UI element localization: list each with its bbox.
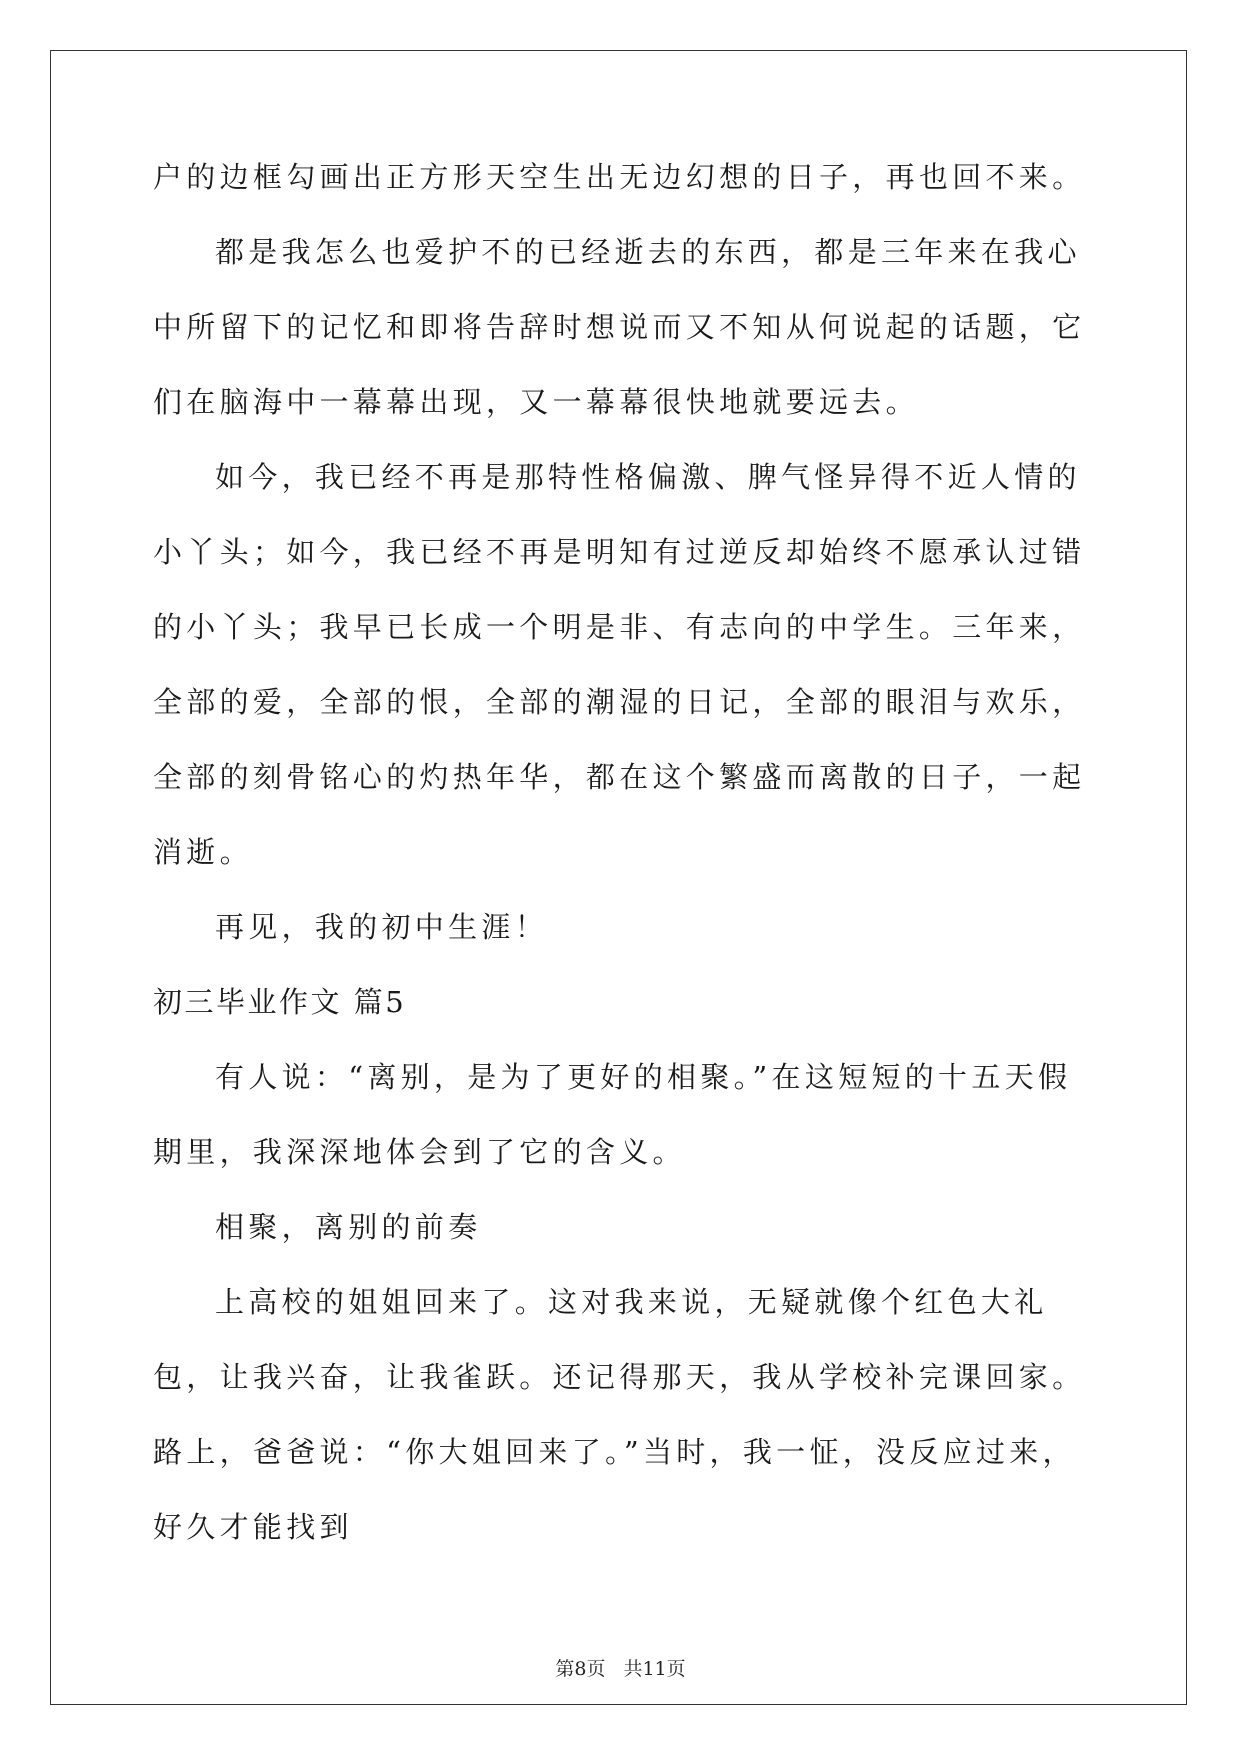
paragraph-farewell: 再见，我的初中生涯！ [215, 910, 549, 944]
page-number: 第8页 [555, 1658, 606, 1680]
paragraph-growth: 如今，我已经不再是那特性格偏激、脾气怪异得不近人情的小丫头；如今，我已经不再是明知有过逆反却始终不愿承认过错的小丫头；我早已长成一个明是非、有志向的中学生。三年来，全部的爱，全部的恨，全部的潮湿的日记，全部的眼泪与欢乐，全部的刻骨铭心的灼热年华，都在这个繁盛而离散的日子，一起消逝。 [153, 460, 1086, 869]
paragraph-continuation: 户的边框勾画出正方形天空生出无边幻想的日子，再也回不来。 [153, 160, 1086, 194]
page-total: 共11页 [623, 1658, 686, 1680]
section-heading: 初三毕业作文 篇5 [153, 985, 407, 1019]
paragraph-subtitle: 相聚，离别的前奏 [215, 1210, 482, 1244]
paragraph-sister-returns: 上高校的姐姐回来了。这对我来说，无疑就像个红色大礼包，让我兴奋，让我雀跃。还记得那天，我从学校补完课回家。路上，爸爸说：“你大姐回来了。”当时，我一怔，没反应过来，好久才能找到 [153, 1285, 1086, 1544]
paragraph-saying: 有人说：“离别，是为了更好的相聚。”在这短短的十五天假期里，我深深地体会到了它的含义。 [153, 1060, 1072, 1169]
page-footer [0, 1654, 1241, 1681]
paragraph-memories: 都是我怎么也爱护不的已经逝去的东西，都是三年来在我心中所留下的记忆和即将告辞时想说而又不知从何说起的话题，它们在脑海中一幕幕出现，又一幕幕很快地就要远去。 [153, 235, 1086, 419]
document-body [153, 140, 1088, 1565]
